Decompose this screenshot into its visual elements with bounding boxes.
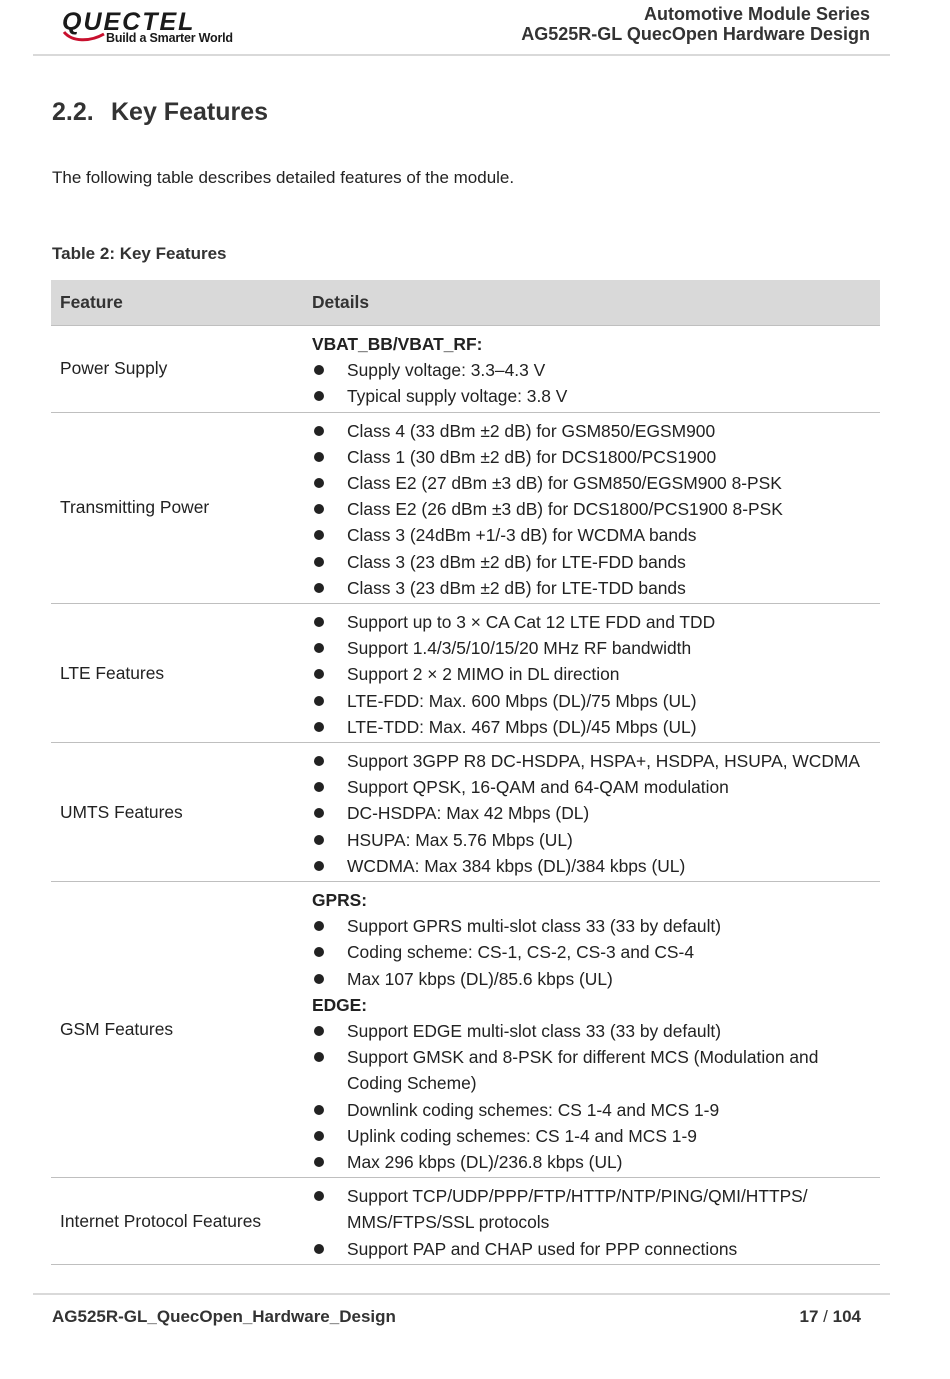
header-series: Automotive Module Series — [643, 4, 870, 24]
page-total: 104 — [832, 1307, 861, 1326]
table-row — [51, 1178, 880, 1265]
page-separator: / — [818, 1307, 833, 1326]
details-list-item: LTE-FDD: Max. 600 Mbps (DL)/75 Mbps (UL) — [312, 688, 872, 714]
logo-swoosh-icon — [62, 28, 106, 42]
section-number: 2.2. — [52, 98, 94, 126]
quectel-logo — [62, 8, 272, 48]
details-list-item: Class E2 (27 dBm ±3 dB) for GSM850/EGSM900 8-PSK — [312, 470, 872, 496]
details-list-item: Class E2 (26 dBm ±3 dB) for DCS1800/PCS1900 8-PSK — [312, 496, 872, 522]
details-group-heading: EDGE: — [312, 994, 368, 1015]
details-bullet-list — [312, 1018, 872, 1175]
details-list-item: Supply voltage: 3.3–4.3 V — [312, 357, 872, 383]
details-cell — [299, 412, 880, 603]
feature-cell: GSM Features — [51, 882, 299, 1178]
details-list-item: Support up to 3 × CA Cat 12 LTE FDD and TDD — [312, 609, 872, 635]
details-list-item: Support GMSK and 8-PSK for different MCS (Modulation and Coding Scheme) — [312, 1044, 872, 1096]
details-list-item: Typical supply voltage: 3.8 V — [312, 383, 872, 409]
details-list-item: Downlink coding schemes: CS 1-4 and MCS 1-9 — [312, 1097, 872, 1123]
details-list-item: Support TCP/UDP/PPP/FTP/HTTP/NTP/PING/QMI/HTTPS/ MMS/FTPS/SSL protocols — [312, 1183, 872, 1235]
table-row — [51, 882, 880, 1178]
running-header — [521, 4, 870, 44]
details-list-item: Support PAP and CHAP used for PPP connections — [312, 1236, 872, 1262]
details-list-item: Class 4 (33 dBm ±2 dB) for GSM850/EGSM900 — [312, 418, 872, 444]
details-list-item: Support 3GPP R8 DC-HSDPA, HSPA+, HSDPA, HSUPA, WCDMA — [312, 748, 872, 774]
details-list-item: LTE-TDD: Max. 467 Mbps (DL)/45 Mbps (UL) — [312, 714, 872, 740]
section-title-text: Key Features — [111, 98, 269, 126]
details-bullet-list — [312, 609, 872, 740]
details-list-item: Support 2 × 2 MIMO in DL direction — [312, 661, 872, 687]
key-features-table — [51, 280, 880, 1265]
logo-tagline: Build a Smarter World — [106, 31, 233, 45]
details-group-heading: GPRS: — [312, 890, 368, 911]
details-list-item: Max 296 kbps (DL)/236.8 kbps (UL) — [312, 1149, 872, 1175]
page-current: 17 — [799, 1307, 819, 1326]
details-list-item: DC-HSDPA: Max 42 Mbps (DL) — [312, 800, 872, 826]
table-row — [51, 326, 880, 413]
details-bullet-list — [312, 1183, 872, 1262]
footer-divider — [33, 1293, 890, 1295]
details-list-item: Uplink coding schemes: CS 1-4 and MCS 1-9 — [312, 1123, 872, 1149]
details-bullet-list — [312, 913, 872, 992]
details-list-item: Coding scheme: CS-1, CS-2, CS-3 and CS-4 — [312, 939, 872, 965]
details-bullet-list — [312, 748, 872, 879]
table-caption: Table 2: Key Features — [52, 244, 227, 263]
details-cell — [299, 743, 880, 882]
details-cell — [299, 326, 880, 413]
details-list-item: Class 1 (30 dBm ±2 dB) for DCS1800/PCS1900 — [312, 444, 872, 470]
details-list-item: Class 3 (23 dBm ±2 dB) for LTE-FDD bands — [312, 549, 872, 575]
feature-cell: UMTS Features — [51, 743, 299, 882]
details-list-item: Support EDGE multi-slot class 33 (33 by default) — [312, 1018, 872, 1044]
feature-cell: Internet Protocol Features — [51, 1178, 299, 1265]
header-doc-title: AG525R-GL QuecOpen Hardware Design — [521, 24, 870, 44]
details-list-item: Class 3 (23 dBm ±2 dB) for LTE-TDD bands — [312, 575, 872, 601]
details-bullet-list — [312, 418, 872, 601]
table-row — [51, 743, 880, 882]
page-number — [800, 1307, 861, 1327]
footer-doc-name: AG525R-GL_QuecOpen_Hardware_Design — [52, 1307, 396, 1326]
details-cell — [299, 1178, 880, 1265]
details-list-item: HSUPA: Max 5.76 Mbps (UL) — [312, 827, 872, 853]
details-list-item: WCDMA: Max 384 kbps (DL)/384 kbps (UL) — [312, 853, 872, 879]
details-list-item: Class 3 (24dBm +1/-3 dB) for WCDMA bands — [312, 522, 872, 548]
details-list-item: Support 1.4/3/5/10/15/20 MHz RF bandwidth — [312, 635, 872, 661]
details-list-item: Support GPRS multi-slot class 33 (33 by default) — [312, 913, 872, 939]
column-header-details: Details — [299, 280, 880, 326]
details-list-item: Support QPSK, 16-QAM and 64-QAM modulation — [312, 774, 872, 800]
details-bullet-list — [312, 357, 872, 409]
intro-paragraph: The following table describes detailed features of the module. — [52, 168, 515, 187]
feature-cell: Transmitting Power — [51, 412, 299, 603]
header-divider — [33, 54, 890, 56]
table-header-row — [51, 280, 880, 326]
section-heading — [52, 97, 268, 127]
details-cell — [299, 882, 880, 1178]
details-list-item: Max 107 kbps (DL)/85.6 kbps (UL) — [312, 966, 872, 992]
logo-wordmark: QUECTEL — [62, 8, 196, 36]
details-group-heading: VBAT_BB/VBAT_RF: — [312, 334, 483, 354]
table-row — [51, 412, 880, 603]
feature-cell: Power Supply — [51, 326, 299, 413]
feature-cell: LTE Features — [51, 604, 299, 743]
column-header-feature: Feature — [51, 280, 299, 326]
table-row — [51, 604, 880, 743]
details-cell — [299, 604, 880, 743]
